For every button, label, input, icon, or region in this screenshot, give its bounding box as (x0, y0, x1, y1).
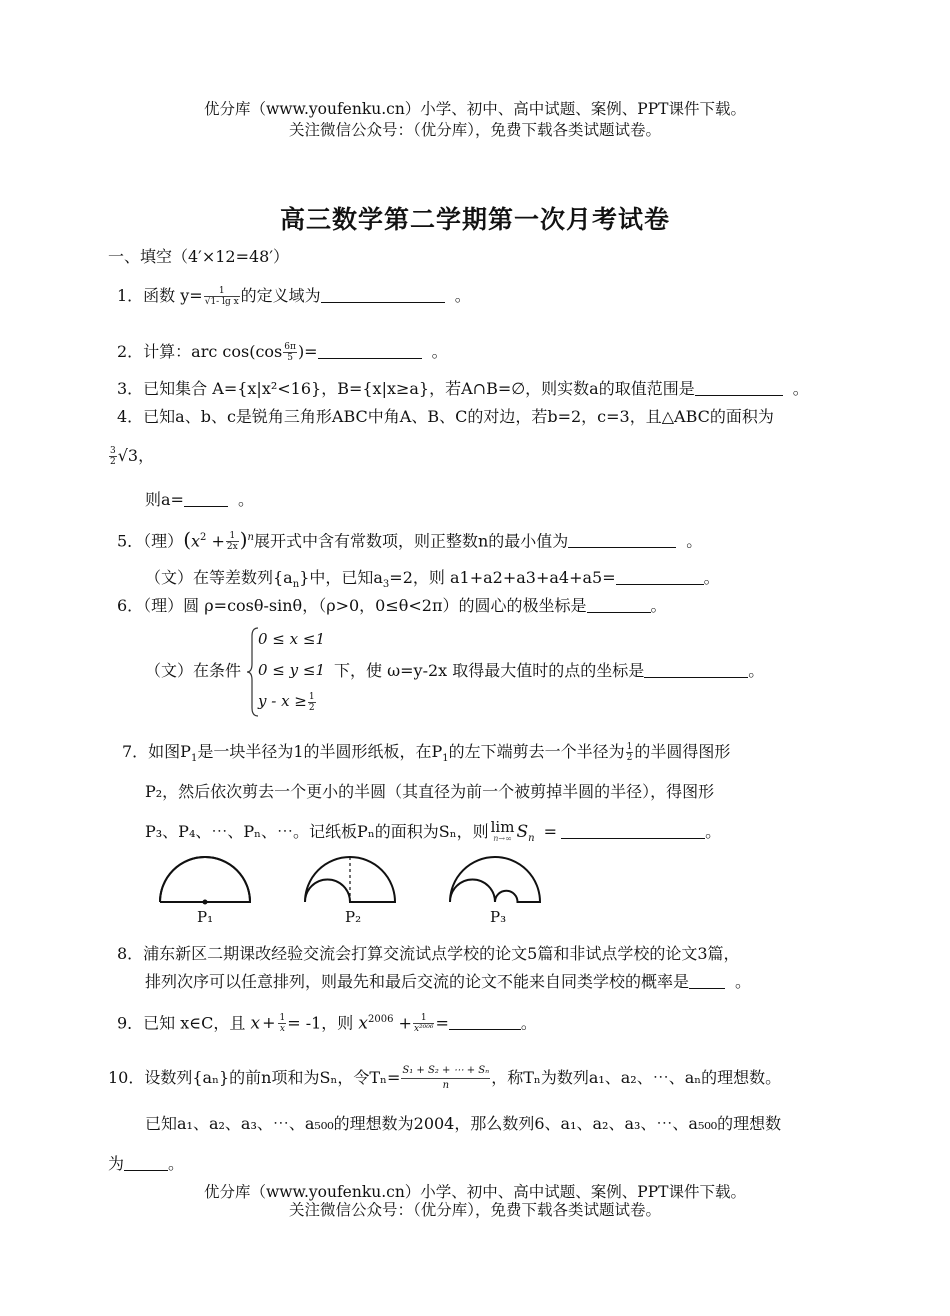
answer-blank[interactable] (644, 661, 748, 678)
question-6-wen-label: （文）在条件 (145, 661, 242, 680)
question-7-line-1: 7．如图$P_1$是一块半径为1的半圆形纸板，在$P_1$的左下端剪去一个半径为 $\frac{1}{2}$ 的半圆得图形 (122, 742, 731, 765)
question-2: 2．计算：arc cos(cos $\frac{6\pi}{5}$ )= 。 (117, 342, 448, 363)
section-heading: 一、填空（4′×12=48′） (108, 247, 289, 266)
footer-line-2: 关注微信公众号：（优分库），免费下载各类试题试卷。 (288, 1201, 661, 1219)
figure-label-p1: P₁ (197, 908, 214, 926)
answer-blank[interactable] (321, 286, 445, 303)
page-title: 高三数学第二学期第一次月考试卷 (279, 205, 670, 234)
answer-blank[interactable] (689, 972, 725, 989)
question-4: 4．已知a、b、c是锐角三角形ABC中角A、B、C的对边，若b=2，c=3，且△ABC的面积为 (117, 407, 774, 426)
header-line-1: 优分库（www.youfenku.cn）小学、初中、高中试题、案例、PPT课件下载。 (203, 100, 747, 118)
answer-blank[interactable] (568, 531, 676, 548)
answer-blank[interactable] (124, 1154, 168, 1171)
question-6-li: 6．（理）圆 ρ=cosθ-sinθ，（ρ>0，0≤θ<2π）的圆心的极坐标是 。 (117, 596, 667, 615)
fraction: $\frac{1}{\text{x²⁰⁰⁶}}$ (413, 1013, 434, 1035)
question-7-line-2: P₂，然后依次剪去一个更小的半圆（其直径为前一个被剪掉半圆的半径），得图形 (145, 782, 715, 801)
fraction: $\frac{1}{x}$ (279, 1013, 286, 1035)
question-5-li: 5．（理）($x^2$ + $\frac{1}{2x}$ )$^n$展开式中含有常数项，则正整数n的最小值为 。 (117, 527, 703, 553)
fraction: $\frac{1}{2}$ (626, 742, 633, 763)
fraction: $\frac{6\pi}{5}$ (284, 342, 296, 363)
answer-blank[interactable] (695, 379, 783, 396)
question-5-wen: （文）在等差数列$\{a_n\}$中，已知$a_3=2$，则 a1+a2+a3+a4+a5= 。 (145, 568, 720, 591)
fraction: $\frac{3}{2}$ (110, 446, 116, 467)
fraction: $\frac{1}{2}$ (308, 691, 315, 713)
question-8-line-1: 8．浦东新区二期课改经验交流会打算交流试点学校的论文5篇和非试点学校的论文3篇， (117, 944, 740, 963)
condition-3: y - x ≥ $\frac{1}{2}$ (258, 691, 315, 713)
figure-label-p3: P₃ (490, 908, 507, 926)
fraction: $\frac{1}{2x}$ (226, 531, 238, 553)
fraction: $\frac{\text{S₁ + S₂ + ⋯ + Sₙ}}{n}$ (402, 1065, 490, 1091)
figure-p2 (305, 857, 395, 902)
figure-label-p2: P₂ (345, 908, 362, 926)
question-1: 1．函数 y= $\frac{1}{\text{√1- lg x}}$ 的定义域为 。 (117, 286, 471, 307)
figure-p3 (450, 857, 540, 902)
answer-blank[interactable] (587, 596, 651, 613)
question-10-line-1: 10．设数列{aₙ}的前n项和为Sₙ，令Tₙ= $\frac{\text{S₁ + S₂ + ⋯ + Sₙ}}{n}$ ，称Tₙ为数列a₁、a₂、⋯、aₙ的理想数。 (108, 1065, 782, 1091)
question-3: 3．已知集合 A={x|x²<16}，B={x|x≥a}，若A∩B=∅，则实数a的取值范围是 。 (117, 379, 809, 398)
answer-blank[interactable] (184, 490, 228, 507)
question-4-area: $\frac{3}{2}$ √3， (110, 446, 155, 467)
question-10-line-3: 为 。 (108, 1154, 185, 1173)
question-9: 9．已知 x∈C，且 x + $\frac{1}{x}$ = -1，则 $x^{2006}$ + $\frac{1}{\text{x²⁰⁰⁶}}$ = 。 (117, 1013, 537, 1035)
fraction: $\frac{1}{\text{√1- lg x}}$ (204, 286, 239, 307)
answer-blank[interactable] (616, 568, 704, 585)
question-4-answer: 则a= 。 (145, 490, 254, 509)
answer-blank[interactable] (449, 1013, 521, 1030)
answer-blank[interactable] (561, 822, 705, 839)
question-8-line-2: 排列次序可以任意排列，则最先和最后交流的论文不能来自同类学校的概率是 。 (145, 972, 752, 991)
footer-line-1: 优分库（www.youfenku.cn）小学、初中、高中试题、案例、PPT课件下载。 (203, 1183, 747, 1201)
condition-2: 0 ≤ y ≤1 (258, 661, 326, 679)
condition-1: 0 ≤ x ≤1 (258, 630, 325, 648)
question-6-wen: 下，使 ω=y-2x 取得最大值时的点的坐标是 。 (334, 661, 765, 680)
figure-p1 (160, 857, 250, 905)
header-line-2: 关注微信公众号：（优分库），免费下载各类试题试卷。 (288, 121, 661, 139)
answer-blank[interactable] (318, 342, 422, 359)
question-7-line-3: P₃、P₄、⋯、Pₙ、⋯。记纸板Pₙ的面积为Sₙ，则 lim n→∞ $S_n$ = 。 (145, 817, 722, 845)
question-10-line-2: 已知a₁、a₂、a₃、⋯、a₅₀₀的理想数为2004，那么数列6、a₁、a₂、a₃、⋯、a₅₀₀的理想数 (145, 1114, 782, 1133)
